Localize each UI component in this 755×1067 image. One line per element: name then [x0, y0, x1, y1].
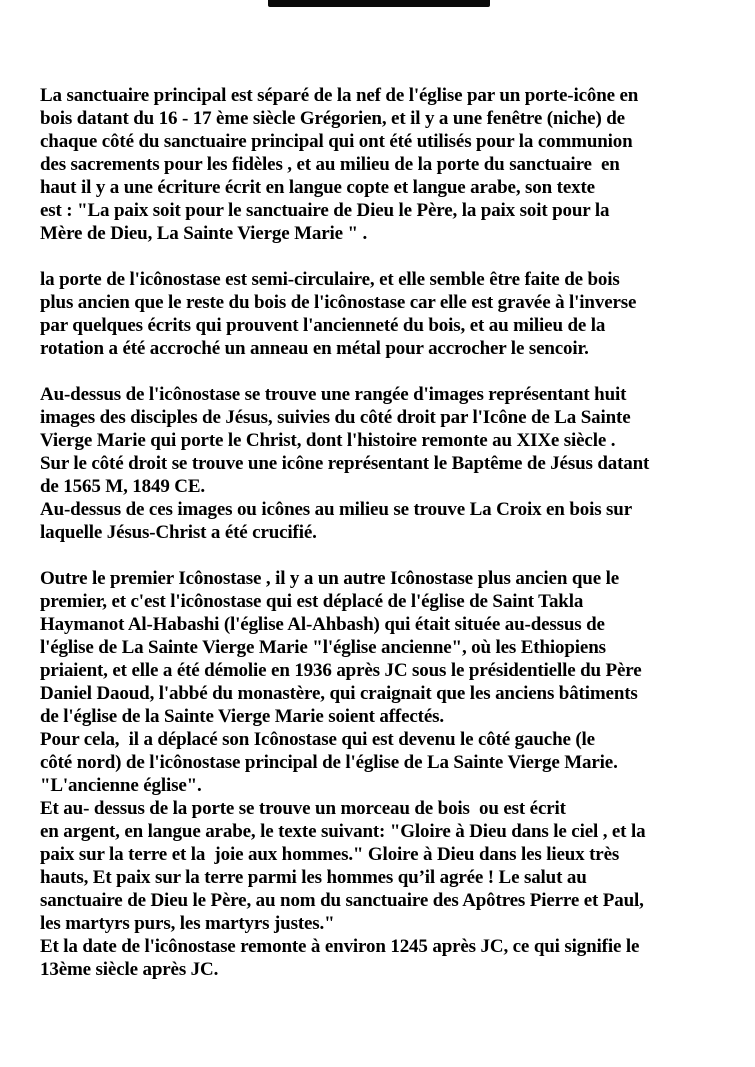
- text-line: Au-dessus de l'icônostase se trouve une rangée d'images représentant huit: [40, 384, 627, 405]
- text-line: par quelques écrits qui prouvent l'ancienneté du bois, et au milieu de la: [40, 315, 606, 336]
- top-partial-element: [268, 0, 490, 7]
- text-line: images des disciples de Jésus, suivies du côté droit par l'Icône de La Sainte: [40, 407, 631, 428]
- text-line: en argent, en langue arabe, le texte suivant: "Gloire à Dieu dans le ciel , et la: [40, 821, 646, 842]
- text-line: paix sur la terre et la joie aux hommes." Gloire à Dieu dans les lieux très: [40, 844, 620, 865]
- paragraph-porte-iconostase: [40, 268, 740, 360]
- text-line: l'église de La Sainte Vierge Marie "l'église ancienne", où les Ethiopiens: [40, 637, 606, 658]
- text-line: La sanctuaire principal est séparé de la nef de l'église par un porte-icône en: [40, 85, 639, 106]
- text-line: laquelle Jésus-Christ a été crucifié.: [40, 522, 317, 543]
- text-line: de l'église de la Sainte Vierge Marie soient affectés.: [40, 706, 444, 727]
- text-line: Haymanot Al-Habashi (l'église Al-Ahbash) qui était située au-dessus de: [40, 614, 605, 635]
- text-line: Outre le premier Icônostase , il y a un autre Icônostase plus ancien que le: [40, 568, 619, 589]
- paragraph-rangee-images: [40, 383, 740, 544]
- text-line: priaient, et elle a été démolie en 1936 après JC sous le présidentielle du Père: [40, 660, 642, 681]
- paragraph-second-iconostase: [40, 567, 740, 981]
- text-line: est : "La paix soit pour le sanctuaire de Dieu le Père, la paix soit pour la: [40, 200, 610, 221]
- text-line: Daniel Daoud, l'abbé du monastère, qui craignait que les anciens bâtiments: [40, 683, 638, 704]
- text-line: chaque côté du sanctuaire principal qui ont été utilisés pour la communion: [40, 131, 633, 152]
- text-line: Mère de Dieu, La Sainte Vierge Marie " .: [40, 223, 368, 244]
- text-line: bois datant du 16 - 17 ème siècle Grégorien, et il y a une fenêtre (niche) de: [40, 108, 625, 129]
- text-line: Au-dessus de ces images ou icônes au milieu se trouve La Croix en bois sur: [40, 499, 633, 520]
- text-line: "L'ancienne église".: [40, 775, 202, 796]
- text-line: les martyrs purs, les martyrs justes.": [40, 913, 335, 934]
- text-line: la porte de l'icônostase est semi-circulaire, et elle semble être faite de bois: [40, 269, 620, 290]
- text-line: des sacrements pour les fidèles , et au milieu de la porte du sanctuaire en: [40, 154, 620, 175]
- text-line: Et la date de l'icônostase remonte à environ 1245 après JC, ce qui signifie le: [40, 936, 640, 957]
- text-line: Et au- dessus de la porte se trouve un morceau de bois ou est écrit: [40, 798, 566, 819]
- text-line: Vierge Marie qui porte le Christ, dont l'histoire remonte au XIXe siècle .: [40, 430, 616, 451]
- text-line: sanctuaire de Dieu le Père, au nom du sanctuaire des Apôtres Pierre et Paul,: [40, 890, 644, 911]
- text-line: de 1565 M, 1849 CE.: [40, 476, 205, 497]
- text-line: haut il y a une écriture écrit en langue copte et langue arabe, son texte: [40, 177, 595, 198]
- text-line: plus ancien que le reste du bois de l'icônostase car elle est gravée à l'inverse: [40, 292, 637, 313]
- text-line: Sur le côté droit se trouve une icône représentant le Baptême de Jésus datant: [40, 453, 650, 474]
- text-line: hauts, Et paix sur la terre parmi les hommes qu’il agrée ! Le salut au: [40, 867, 587, 888]
- text-line: côté nord) de l'icônostase principal de l'église de La Sainte Vierge Marie.: [40, 752, 618, 773]
- paragraph-sanctuaire-principal: [40, 84, 740, 245]
- text-line: 13ème siècle après JC.: [40, 959, 219, 980]
- text-line: Pour cela, il a déplacé son Icônostase qui est devenu le côté gauche (le: [40, 729, 595, 750]
- text-line: premier, et c'est l'icônostase qui est déplacé de l'église de Saint Takla: [40, 591, 584, 612]
- document-body: [40, 84, 740, 1004]
- text-line: rotation a été accroché un anneau en métal pour accrocher le sencoir.: [40, 338, 589, 359]
